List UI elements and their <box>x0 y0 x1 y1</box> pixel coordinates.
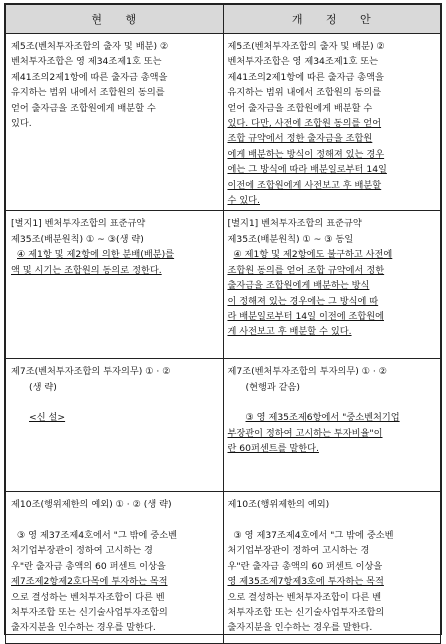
text-line: 제41조의2제1항에 따른 출자금 총액을 <box>227 71 384 83</box>
text-line: 유지하는 범위 내에서 조합원의 동의를 <box>11 87 165 99</box>
header-current: 현 행 <box>6 5 224 34</box>
text-line-amended: 있다. 다만, 사전에 조합원 동의를 얻어 <box>227 118 382 130</box>
text-line: [별지1] 벤처투자조합의 표준규약 <box>11 218 146 230</box>
text-line: 출자지분을 인수하는 경우를 말한다. <box>11 622 156 634</box>
text-line-amended: 부장관이 정하여 고시하는 투자비율"이 <box>227 427 383 439</box>
text-line: [별지1] 벤처투자조합의 표준규약 <box>227 218 362 230</box>
text-line-amended: 이 정해져 있는 경우에는 그 방식에 따 <box>227 295 379 307</box>
text-line: (생 략) <box>29 381 57 393</box>
comparison-table <box>5 4 441 644</box>
text-line: 벤처투자조합은 영 제34조제1호 또는 <box>227 56 379 68</box>
text-line-amended: ③ 영 제35조제6항에서 "중소벤처기업 <box>245 412 400 424</box>
text-line: ③ 영 제37조제4호에서 "그 밖에 중소벤 <box>17 529 177 541</box>
text-line: 제10조(행위제한의 예외) <box>227 499 330 511</box>
text-line: 얻어 출자금을 조합원에게 배분할 수 <box>227 102 373 114</box>
cell-revised <box>223 359 441 492</box>
text-line-amended: 조합 규약에서 정한 출자금을 조합원 <box>227 133 373 145</box>
text-line-amended: 게 사전보고 후 배분할 수 있다. <box>227 326 352 338</box>
cell-revised <box>223 492 441 644</box>
comparison-table-document <box>4 3 442 635</box>
text-line: 우"란 출자금 총액의 60 퍼센트 이상을 <box>11 560 166 572</box>
cell-current <box>6 492 224 644</box>
text-line-amended: 조합원 동의를 얻어 조합 규약에서 정한 <box>227 264 385 276</box>
text-line: 우"란 출자금 총액의 60 퍼센트 이상을 <box>227 560 383 572</box>
text-line: 벤처투자조합은 영 제34조제1호 또는 <box>11 56 162 68</box>
text-line: 제5조(벤처투자조합의 출자 및 배분) ② <box>11 41 169 52</box>
table-header-row <box>6 5 441 34</box>
text-line-amended: 에는 그 방식에 따라 배분일로부터 14일 <box>227 164 387 176</box>
table-row <box>6 211 441 359</box>
cell-revised <box>223 211 441 359</box>
text-line: 처투자조합 또는 신기술사업투자조합의 <box>227 606 385 618</box>
text-line-amended: 출자금을 조합원에게 배분하는 방식 <box>227 280 370 292</box>
text-line-amended: 라 배분일로부터 14일 이전에 조합원에 <box>227 310 384 322</box>
text-line-amended: 에게 배분하는 방식이 정해져 있는 경우 <box>227 148 385 160</box>
text-line: 으로 결성하는 벤처투자조합이 다른 벤 <box>11 591 165 603</box>
text-line-amended: 이전에 조합원에게 사전보고 후 배분할 <box>227 179 382 191</box>
text-line: 으로 결성하는 벤처투자조합이 다른 벤 <box>227 591 382 603</box>
cell-current <box>6 211 224 359</box>
cell-current <box>6 34 224 211</box>
text-line: (현행과 같음) <box>245 381 300 393</box>
table-row <box>6 359 441 492</box>
text-line: 유지하는 범위 내에서 조합원의 동의를 <box>227 87 382 99</box>
text-line: 제35조(배분원칙) ① ~ ③ 동일 <box>227 233 354 245</box>
header-revised: 개 정 안 <box>223 5 441 34</box>
text-line: 제7조(벤처투자조합의 투자의무) ① · ② <box>11 366 171 378</box>
table-row <box>6 492 441 644</box>
text-line: 제41조의2제1항에 따른 출자금 총액을 <box>11 71 168 83</box>
text-line-amended: ④ 제1항 및 제2항에 의한 분배(배분)를 <box>17 249 175 261</box>
text-line-amended: 수 있다. <box>227 195 260 207</box>
text-line: 처기업부장관이 정하여 고시하는 경 <box>11 545 153 557</box>
table-row <box>6 34 441 211</box>
text-line: 제35조(배분원칙) ① ~ ③(생 략) <box>11 233 144 245</box>
new-provision-marker: <신 설> <box>29 412 66 424</box>
text-line: 출자지분을 인수하는 경우를 말한다. <box>227 622 373 634</box>
text-line: ③ 영 제37조제4호에서 "그 밖에 중소벤 <box>233 529 394 541</box>
text-line: 제7조(벤처투자조합의 투자의무) ① · ② <box>227 366 387 378</box>
text-line: 처투자조합 또는 신기술사업투자조합의 <box>11 606 168 618</box>
text-line-amended: 액 및 시기는 조합원의 동의로 정한다. <box>11 264 162 276</box>
text-line: 처기업부장관이 정하여 고시하는 경 <box>227 545 370 557</box>
text-line-amended: 영 제35조제7항제3호에 투자하는 목적 <box>227 576 384 588</box>
text-line-amended: 란 60퍼센트를 말한다. <box>227 443 319 455</box>
text-line-amended: 제7조제2항제2호다목에 투자하는 목적 <box>11 576 168 588</box>
text-line: 제10조(행위제한의 예외) ① · ② (생 략) <box>11 499 172 511</box>
text-line: 얻어 출자금을 조합원에게 배분할 수 <box>11 102 156 114</box>
text-line: 제5조(벤처투자조합의 출자 및 배분) ② <box>227 41 385 52</box>
cell-revised <box>223 34 441 211</box>
text-line-amended: ④ 제1항 및 제2항에도 불구하고 사전에 <box>233 249 393 261</box>
text-line: 있다. <box>11 118 32 130</box>
cell-current <box>6 359 224 492</box>
